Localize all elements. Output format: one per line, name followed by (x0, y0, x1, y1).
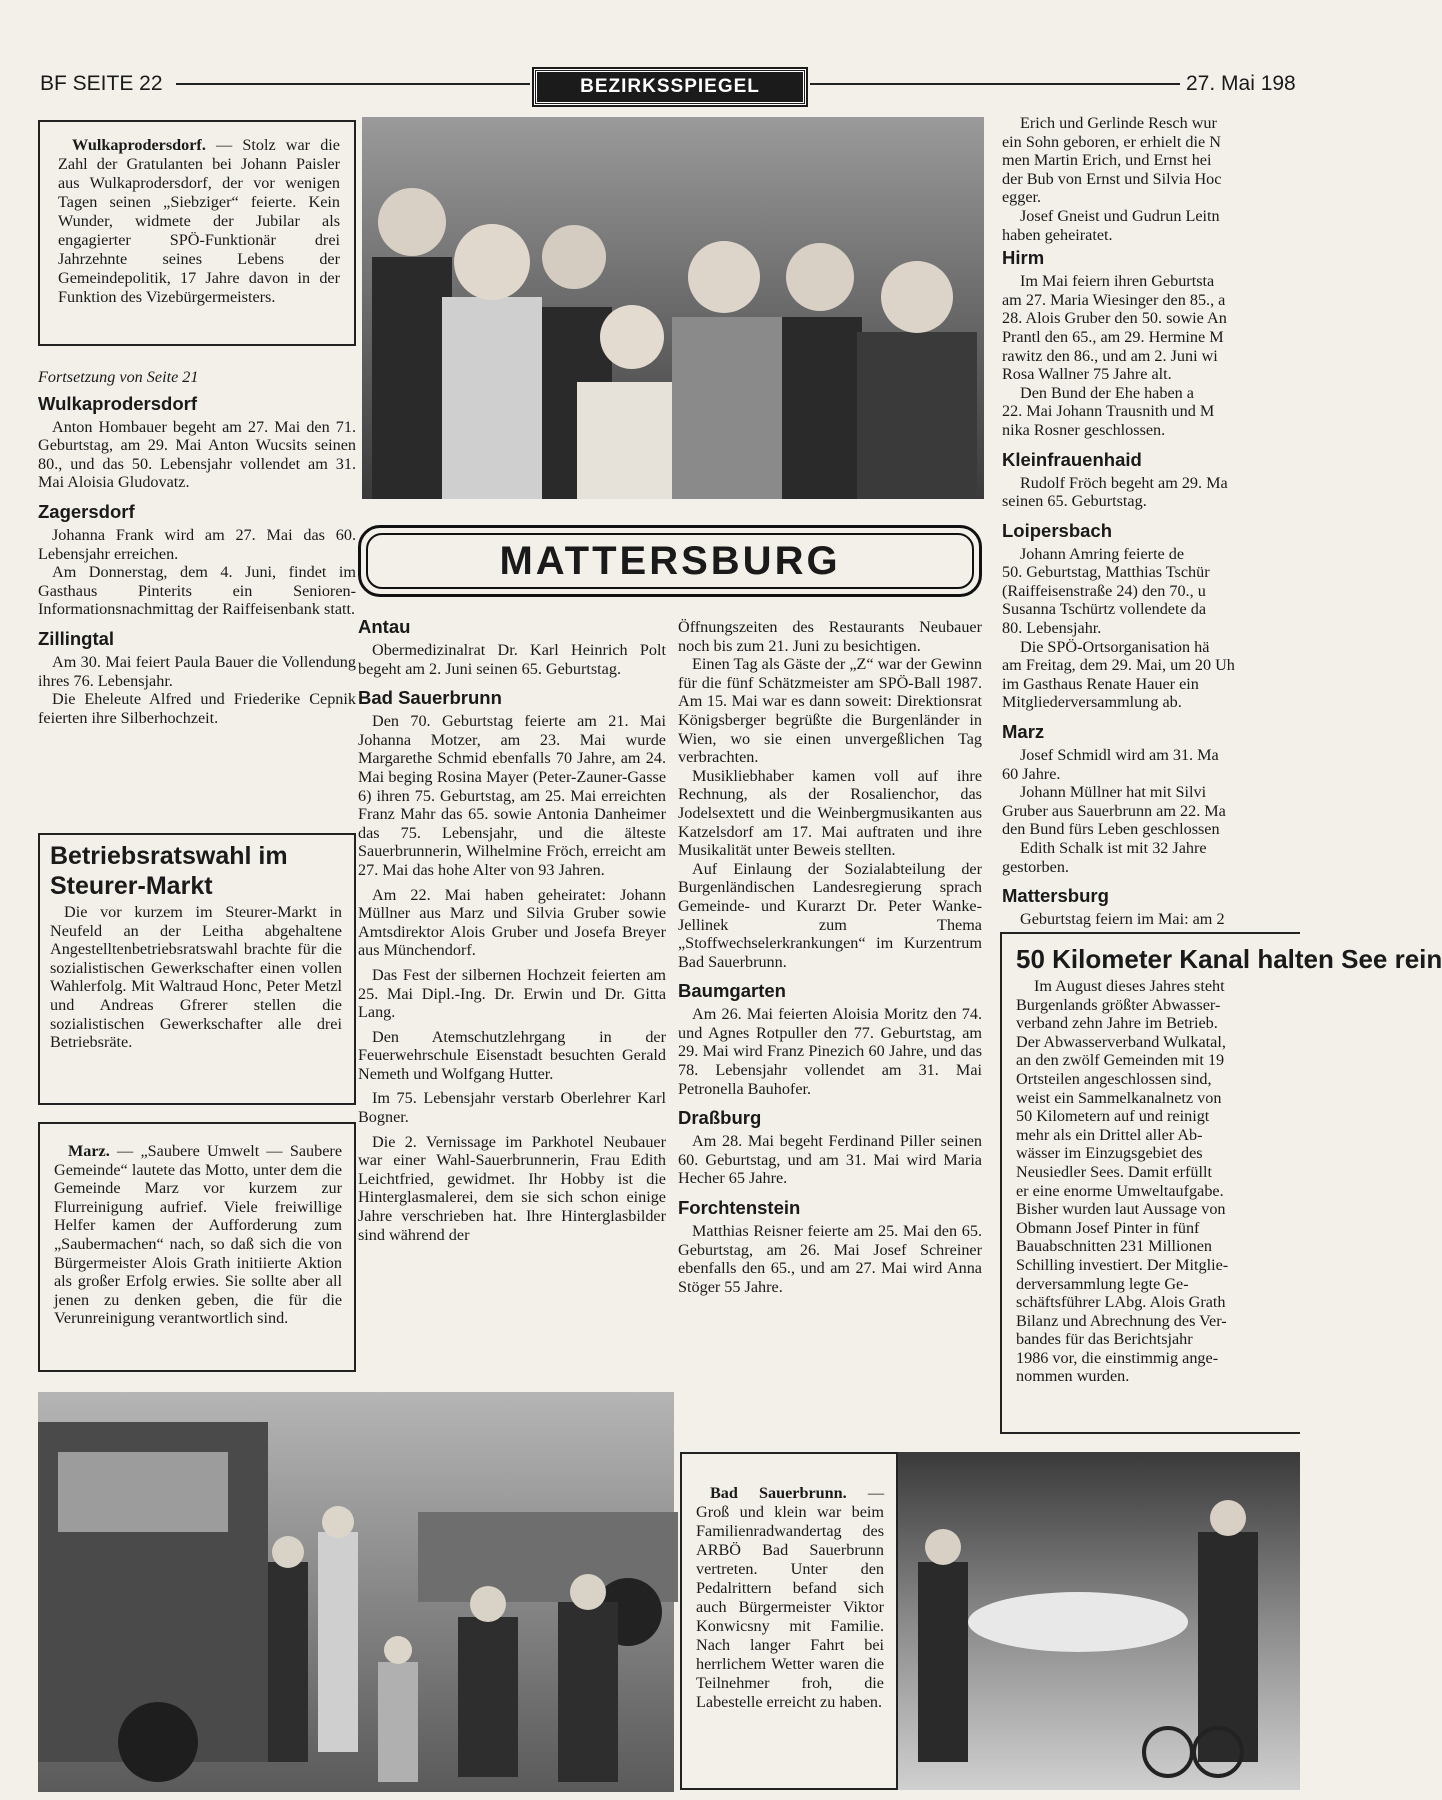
article-text: Die vor kurzem im Steurer-Markt in Neufeld an der Leitha abgehaltene Angestelltenbetriebsratswahl brachte für die sozialistischen Gewerkschafter einen vollen Wahlerfolg. Mit Waltraud Honc, Peter Metzl und Andreas Gfrerer stellen die sozialistischen Gewerkschafter alle drei Betriebsräte. (50, 903, 342, 1052)
caption-text: — „Saubere Umwelt — Saubere Gemeinde“ lautete das Motto, unter dem die Gemeinde Marz vor kurzem zur Flurreinigung aufrief. Viele freiwillige Helfer kamen der Aufforderung zum „Saubermachen“ nach, so daß sich die von Bürgermeister Alois Grath initiierte Aktion als großer Erfolg erwies. Sie sollte aber all jenen zu denken geben, die für die Verunreinigung verantwortlich sind. (54, 1142, 343, 1328)
caption-place: Marz. (68, 1142, 110, 1160)
section-head: Baumgarten (678, 980, 786, 1002)
section-para: Die Eheleute Alfred und Friederike Cepnik feierten ihre Silberhochzeit. (38, 690, 356, 727)
text-line: weist ein Sammelkanalnetz von (1016, 1088, 1222, 1107)
issue-date: 27. Mai 198 (1186, 72, 1296, 95)
section-head: Zillingtal (38, 627, 115, 649)
section-para: Obermedizinalrat Dr. Karl Heinrich Polt begeht am 2. Juni seinen 65. Geburtstag. (358, 641, 666, 678)
text-line: 1986 vor, die einstimmig ange- (1016, 1348, 1219, 1367)
radwandertag-illustration (898, 1452, 1300, 1790)
photo-caption-marz (38, 1122, 356, 1372)
masthead-inner-frame (366, 533, 974, 589)
department-label: BEZIRKSSPIEGEL (534, 69, 806, 105)
text-line: Der Abwasserverband Wulkatal, (1016, 1032, 1226, 1051)
section-para: Einen Tag als Gäste der „Z“ war der Gewinn für die fünf Schätzmeister am SPÖ-Ball 1987. Am 15. Mai war es dann soweit: Direktionsrat Königsberger begrüßte die Burgenländer in Wien, wo sie einen unvergeßlichen Tag verbrachten. (678, 655, 982, 767)
photo-radwandertag (898, 1452, 1300, 1790)
section-head: Antau (358, 616, 411, 637)
text-line: nika Rosner geschlossen. (1002, 420, 1166, 439)
masthead-title: MATTERSBURG (499, 538, 841, 583)
text-line: Rosa Wallner 75 Jahre alt. (1002, 365, 1172, 384)
section-para: Im 75. Lebensjahr verstarb Oberlehrer Karl Bogner. (358, 1089, 666, 1127)
section-head: Zagersdorf (38, 500, 135, 522)
section-para: Am 22. Mai haben geheiratet: Johann Müllner aus Marz und Silvia Gruber sowie Amtsdirektor Alois Gruber und Josefa Breyer aus Münchendorf. (358, 885, 666, 960)
header-rule-left (176, 83, 530, 85)
text-line: Schilling investiert. Der Mitglie- (1016, 1255, 1229, 1274)
article-betriebsratswahl (38, 833, 356, 1105)
section-head: Kleinfrauenhaid (1002, 448, 1142, 470)
text-line: Geburtstag feiern im Mai: am 2 (1020, 910, 1225, 929)
section-head: Mattersburg (1002, 885, 1109, 907)
section-head: Loipersbach (1002, 519, 1112, 541)
text-line: 28. Alois Gruber den 50. sowie An (1002, 309, 1227, 328)
text-line: 60 Jahre. (1002, 764, 1061, 783)
section-para: Johanna Frank wird am 27. Mai das 60. Lebensjahr erreichen. (38, 525, 356, 563)
article-kanal (1000, 932, 1442, 1434)
text-line: 50 Kilometern auf und reinigt (1016, 1107, 1210, 1126)
text-line: 80. Lebensjahr. (1002, 619, 1102, 638)
text-line: Edith Schalk ist mit 32 Jahre (1020, 839, 1207, 857)
text-line: Bauabschnitten 231 Millionen (1016, 1237, 1213, 1256)
text-line: Burgenlands größter Abwasser- (1016, 995, 1221, 1014)
caption-text: — Stolz war die Zahl der Gratulanten bei Johann Paisler aus Wulkaprodersdorf, der vor wenigen Tagen seinen „Siebziger“ feierte. Kein Wunder, widmete der Jubilar als engagierter SPÖ-Funktionär drei Jahrzehnte seines Lebens der Gemeindepolitik, 17 Jahre davon in der Funktion des Vizebürgermeisters. (58, 136, 340, 306)
right-middle-column (678, 618, 982, 1296)
text-line: ein Sohn geboren, er erhielt die N (1002, 132, 1221, 151)
text-line: Bisher wurden laut Aussage von (1016, 1200, 1226, 1219)
section-head: Marz (1002, 721, 1045, 743)
photo-caption-bad-sauerbrunn (680, 1452, 898, 1790)
caption-place: Wulkaprodersdorf. (72, 136, 206, 154)
text-line: Die SPÖ-Ortsorganisation hä (1020, 637, 1210, 656)
article-headline: Betriebsratswahl im Steurer-Markt (50, 842, 288, 900)
group-photo-illustration (362, 117, 984, 499)
text-line: an den zwölf Gemeinden mit 19 (1016, 1051, 1225, 1070)
text-line: er eine enorme Umweltaufgabe. (1016, 1181, 1224, 1200)
text-line: haben geheiratet. (1002, 225, 1113, 244)
text-line: Im Mai feiern ihren Geburtsta (1020, 272, 1215, 291)
text-line: 50. Geburtstag, Matthias Tschür (1002, 563, 1210, 582)
section-para: Am Donnerstag, dem 4. Juni, findet im Gasthaus Pinterits ein Senioren-Informationsnachmittag der Raiffeisenbank statt. (38, 563, 356, 619)
text-line: verband zehn Jahre im Betrieb. (1016, 1014, 1218, 1033)
text-line: bandes für das Berichtsjahr (1016, 1330, 1193, 1349)
continued-note: Fortsetzung von Seite 21 (38, 368, 199, 386)
text-line: Mitgliederversammlung ab. (1002, 693, 1182, 712)
section-para: Musikliebhaber kamen voll auf ihre Rechnung, als der Rosalienchor, das Jodelsextett und die Weinbergmusikanten aus Katzelsdorf am 17. Mai auftraten und ihre Musikalität unter Beweis stellten. (678, 766, 982, 860)
text-line: nommen wurden. (1016, 1367, 1130, 1386)
text-line: Im August dieses Jahres steht (1034, 977, 1225, 995)
section-head: Draßburg (678, 1107, 762, 1129)
text-line: Susanna Tschürtz vollendete da (1002, 600, 1207, 619)
section-para: Den 70. Geburtstag feierte am 21. Mai Johanna Motzer, am 23. Mai wurde Margarethe Schmid ebenfalls 70 Jahre, am 24. Mai beging Rosina Mayer (Peter-Zauner-Gasse 6) ihren 75. Geburtstag, am 25. Mai erreichten Franz Mahr das 65. sowie Antonia Danheimer das 75. Lebensjahr, und die älteste Sauerbrunnerin, Wilhelmine Fröch, erreicht am 27. Mai das hohe Alter von 93 Jahren. (358, 712, 666, 879)
section-para: Am 30. Mai feiert Paula Bauer die Vollendung ihres 76. Lebensjahr. (38, 652, 356, 690)
text-line: schäftsführer LAbg. Alois Grath (1016, 1293, 1226, 1312)
text-line: Ortsteilen angeschlossen sind, (1016, 1069, 1212, 1088)
section-head: Bad Sauerbrunn (358, 687, 502, 709)
text-line: am Freitag, dem 29. Mai, um 20 Uh (1002, 656, 1235, 675)
flurreinigung-illustration (38, 1392, 674, 1792)
article-headline: 50 Kilometer Kanal halten See rein (1016, 944, 1442, 974)
section-head: Wulkaprodersdorf (38, 392, 197, 414)
text-line: Prantl den 65., am 29. Hermine M (1002, 327, 1224, 346)
section-para: Am 28. Mai begeht Ferdinand Piller seinen 60. Geburtstag, und am 31. Mai wird Maria Hecher 65 Jahre. (678, 1132, 982, 1188)
left-column (38, 368, 356, 727)
text-line: Neusiedler Sees. Damit erfüllt (1016, 1162, 1212, 1181)
text-line: Josef Schmidl wird am 31. Ma (1020, 746, 1219, 765)
text-line: egger. (1002, 188, 1042, 207)
right-column (1002, 114, 1300, 929)
section-head: Hirm (1002, 247, 1045, 269)
section-para: Den Atemschutzlehrgang in der Feuerwehrschule Eisenstadt besuchten Gerald Nemeth und Wolfgang Hutter. (358, 1027, 666, 1083)
text-line: Johann Müllner hat mit Silvi (1020, 783, 1207, 802)
section-para: Die 2. Vernissage im Parkhotel Neubauer war einer Wahl-Sauerbrunnerin, Frau Edith Leichtfried, gewidmet. Ihr Hobby ist die Hinterglasmalerei, dem sie sich schon einige Jahre verschrieben hat. Ihre Hinterglasbilder sind während der (358, 1132, 666, 1244)
text-line: der Bub von Ernst und Silvia Hoc (1002, 169, 1222, 188)
middle-column (358, 606, 666, 1244)
text-line: mehr als ein Drittel aller Ab- (1016, 1125, 1203, 1144)
text-line: Gruber aus Sauerbrunn am 22. Ma (1002, 801, 1226, 820)
photo-flurreinigung (38, 1392, 674, 1792)
text-line: seinen 65. Geburtstag. (1002, 492, 1147, 511)
text-line: im Gasthaus Renate Hauer ein (1002, 674, 1199, 693)
text-line: gestorben. (1002, 857, 1069, 876)
text-line: Bilanz und Abrechnung des Ver- (1016, 1311, 1227, 1330)
section-head: Forchtenstein (678, 1197, 801, 1219)
page-number: BF SEITE 22 (40, 72, 163, 95)
text-line: men Martin Erich, und Ernst hei (1002, 151, 1212, 170)
group-photo-jubilar (362, 117, 984, 499)
caption-place: Bad Sauerbrunn. (710, 1484, 847, 1502)
text-line: Johann Amring feierte de (1020, 544, 1185, 563)
section-para: Das Fest der silbernen Hochzeit feierten am 25. Mai Dipl.-Ing. Dr. Erwin und Dr. Gitta Lang. (358, 965, 666, 1022)
text-line: rawitz den 86., und am 2. Juni wi (1002, 346, 1218, 365)
section-para: Matthias Reisner feierte am 25. Mai den 65. Geburtstag, am 26. Mai Josef Schreiner ebenfalls den 65., und am 27. Mai wird Anna Stöger 55 Jahre. (678, 1222, 982, 1296)
text-line: (Raiffeisenstraße 24) den 70., u (1002, 581, 1206, 600)
caption-text: — Groß und klein war beim Familienradwandertag des ARBÖ Bad Sauerbrunn vertreten. Unter den Pedalrittern befand sich auch Bürgermeister Viktor Konwicsny mit Familie. Nach langer Fahrt bei herrlichem Wetter waren die Teilnehmer froh, die Labestelle erreicht zu haben. (696, 1484, 885, 1711)
text-line: wässer im Einzugsgebiet des (1016, 1144, 1203, 1163)
photo-caption-wulkaprodersdorf (38, 120, 356, 346)
text-line: Den Bund der Ehe haben a (1020, 383, 1194, 402)
mattersburg-masthead (358, 525, 982, 597)
text-line: Josef Gneist und Gudrun Leitn (1020, 206, 1220, 225)
section-para: Am 26. Mai feierten Aloisia Moritz den 74. und Agnes Rotpuller den 77. Geburtstag, am 29. Mai wird Franz Pinezich 60 Jahre, und das 78. Lebensjahr vollendet am 31. Mai Petronella Bauhofer. (678, 1005, 982, 1098)
text-line: Obmann Josef Pinter in fünf (1016, 1218, 1200, 1237)
section-para: Anton Hombauer begeht am 27. Mai den 71. Geburtstag, am 29. Mai Anton Wucsits seinen 80., und das 50. Lebensjahr vollendet am 31. Mai Aloisia Gludovatz. (38, 417, 356, 492)
text-line: derversammlung legte Ge- (1016, 1274, 1189, 1293)
text-line: am 27. Maria Wiesinger den 85., a (1002, 290, 1226, 309)
text-line: den Bund fürs Leben geschlossen (1002, 820, 1220, 839)
header-rule-right (810, 83, 1180, 85)
section-para: Auf Einlaung der Sozialabteilung der Burgenländischen Landesregierung sprach Gemeinde- und Kurarzt Dr. Peter Wanke-Jellinek zum Thema „Stoffwechselerkrankungen“ im Kurzentrum Bad Sauerbrunn. (678, 859, 982, 971)
text-line: 22. Mai Johann Trausnith und M (1002, 402, 1215, 421)
text-line: Erich und Gerlinde Resch wur (1020, 114, 1217, 132)
text-line: Rudolf Fröch begeht am 29. Ma (1020, 473, 1228, 492)
section-para: Öffnungszeiten des Restaurants Neubauer noch bis zum 21. Juni zu besichtigen. (678, 618, 982, 655)
